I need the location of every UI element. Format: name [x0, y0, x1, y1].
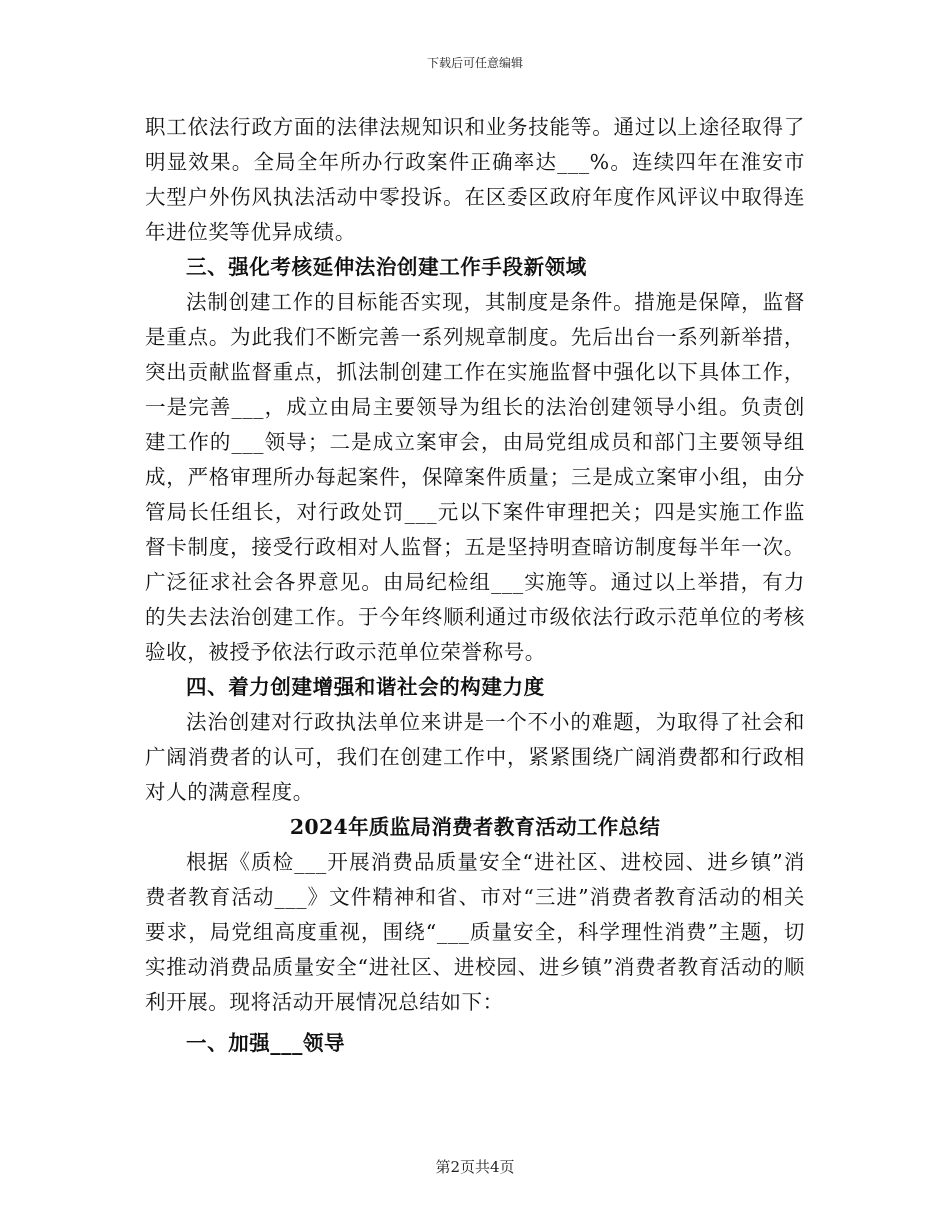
paragraph-intro: 根据《质检___开展消费品质量安全“进社区、进校园、进乡镇”消费者教育活动___》文件精神和省、市对“三进”消费者教育活动的相关要求，局党组高度重视，围绕“___质量安全，科学理性消费”主题，切实推动消费品质量安全“进社区、进校园、进乡镇”消费者教育活动的顺利开展。现将活动开展情况总结如下：	[145, 850, 805, 1014]
section-heading-3: 三、强化考核延伸法治创建工作手段新领域	[186, 255, 587, 279]
document-body	[145, 110, 805, 1061]
section-heading-1: 一、加强___领导	[186, 1031, 346, 1055]
paragraph-results: 职工依法行政方面的法律法规知识和业务技能等。通过以上途径取得了明显效果。全局全年所办行政案件正确率达___%。连续四年在淮安市大型户外伤风执法活动中零投诉。在区委区政府年度作风评议中取得连年进位奖等优异成绩。	[145, 115, 805, 244]
paragraph-system-building: 法制创建工作的目标能否实现，其制度是条件。措施是保障，监督是重点。为此我们不断完善一系列规章制度。先后出台一系列新举措，突出贡献监督重点，抓法制创建工作在实施监督中强化以下具体工作，一是完善___，成立由局主要领导为组长的法治创建领导小组。负责创建工作的___领导；二是成立案审会，由局党组成员和部门主要领导组成，严格审理所办每起案件，保障案件质量；三是成立案审小组，由分管局长任组长，对行政处罚___元以下案件审理把关；四是实施工作监督卡制度，接受行政相对人监督；五是坚持明查暗访制度每半年一次。广泛征求社会各界意见。由局纪检组___实施等。通过以上举措，有力的失去法治创建工作。于今年终顺利通过市级依法行政示范单位的考核验收，被授予依法行政示范单位荣誉称号。	[145, 290, 805, 664]
paragraph-harmony: 法治创建对行政执法单位来讲是一个不小的难题，为取得了社会和广阔消费者的认可，我们在创建工作中，紧紧围绕广阔消费都和行政相对人的满意程度。	[145, 710, 805, 804]
section-heading-4: 四、着力创建增强和谐社会的构建力度	[186, 675, 545, 699]
page-number: 第2页共4页	[435, 1158, 515, 1176]
page-header-note: 下载后可任意编辑	[426, 56, 523, 70]
document-title: 2024年质监局消费者教育活动工作总结	[289, 815, 661, 839]
